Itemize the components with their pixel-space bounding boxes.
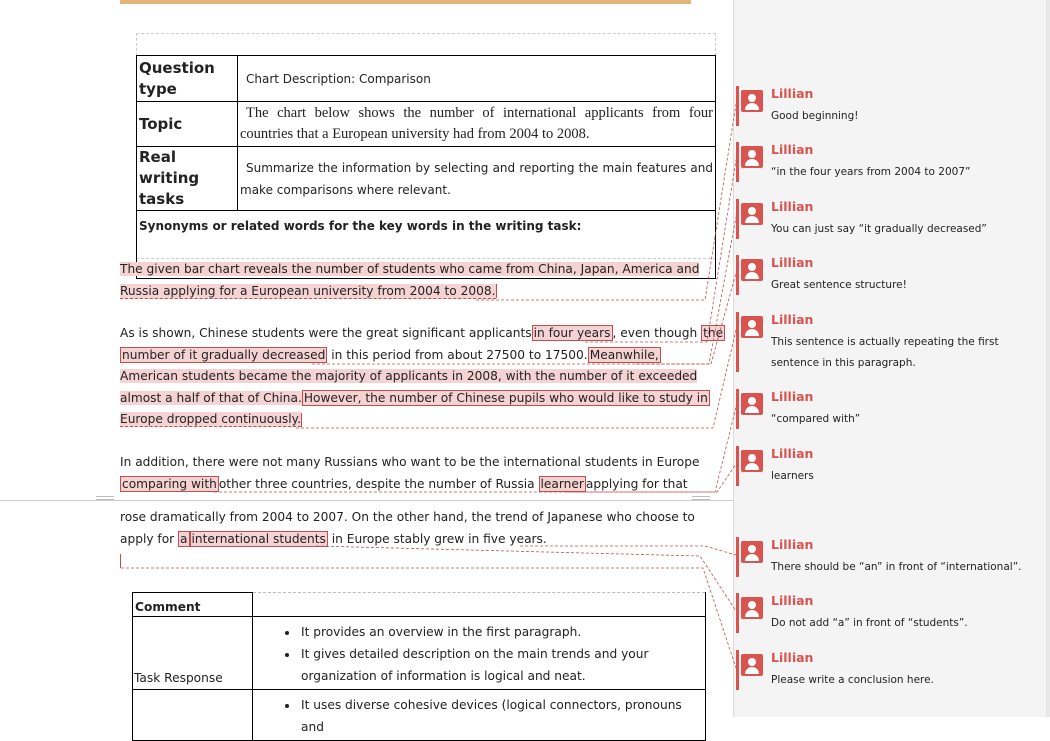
comment-text: Do not add “a” in front of “students”. bbox=[771, 617, 968, 629]
user-avatar-icon bbox=[741, 203, 763, 225]
comment-author: Lillian bbox=[771, 86, 814, 101]
essay-text: applying for that bbox=[585, 476, 688, 491]
highlight-learner[interactable]: learner bbox=[540, 476, 584, 491]
comment-text: “compared with” bbox=[771, 413, 861, 425]
comment-accent-bar bbox=[736, 389, 739, 429]
comment-text: Please write a conclusion here. bbox=[771, 674, 934, 686]
question-type-label: Question type bbox=[137, 56, 238, 102]
comment-author: Lillian bbox=[771, 650, 814, 665]
highlight-in-four-years[interactable]: in four years bbox=[533, 326, 611, 340]
question-type-value[interactable]: Chart Description: Comparison bbox=[238, 56, 716, 102]
comment-accent-bar bbox=[736, 86, 739, 126]
comment-author: Lillian bbox=[771, 446, 814, 461]
comment-author: Lillian bbox=[771, 312, 814, 327]
essay-paragraph-3[interactable] bbox=[120, 452, 700, 495]
user-avatar-icon bbox=[741, 146, 763, 168]
table-row bbox=[133, 690, 706, 741]
comment-anchor bbox=[496, 284, 497, 298]
comment-table bbox=[132, 592, 706, 741]
table-row bbox=[133, 593, 706, 617]
comment-text: This sentence is actually repeating the first sentence in this paragraph. bbox=[771, 336, 999, 369]
highlight-repeating-sentence-cont[interactable]: Europe dropped continuously. bbox=[120, 412, 302, 426]
comment-accent-bar bbox=[736, 255, 739, 295]
user-avatar-icon bbox=[741, 316, 763, 338]
essay-paragraph-2[interactable] bbox=[120, 323, 724, 431]
comment-text: You can just say “it gradually decreased” bbox=[771, 223, 987, 235]
essay-text: in Europe stably grew in five years. bbox=[327, 531, 547, 546]
essay-text: rose dramatically from 2004 to 2007. On the other hand, the trend of Japanese who choose to bbox=[120, 510, 695, 524]
conclusion-anchor bbox=[120, 554, 121, 568]
comment-text: Great sentence structure! bbox=[771, 279, 907, 291]
comment-text: “in the four years from 2004 to 2007” bbox=[771, 166, 971, 178]
comment-text: There should be “an” in front of “international”. bbox=[771, 561, 1022, 573]
writing-tasks-value[interactable]: Summarize the information by selecting and reporting the main features and make comparisons where relevant. bbox=[238, 147, 716, 211]
essay-text: In addition, there were not many Russians who want to be the international students in Europe bbox=[120, 455, 700, 469]
user-avatar-icon bbox=[741, 393, 763, 415]
page-break-marker-right bbox=[692, 496, 710, 500]
highlight-sentence-structure-cont[interactable]: American students became the majority of applicants in 2008, with the number of it exceeded bbox=[120, 369, 698, 383]
task-response-label: Task Response bbox=[133, 617, 253, 690]
page-break-marker-left bbox=[96, 496, 114, 500]
user-avatar-icon bbox=[741, 654, 763, 676]
user-avatar-icon bbox=[741, 541, 763, 563]
comment-accent-bar bbox=[736, 312, 739, 372]
coherence-content[interactable] bbox=[253, 690, 706, 741]
comment-author: Lillian bbox=[771, 255, 814, 270]
user-avatar-icon bbox=[741, 450, 763, 472]
comment-accent-bar bbox=[736, 593, 739, 633]
highlight-international-students[interactable]: international students bbox=[191, 531, 326, 546]
highlight-comparing-with[interactable]: comparing with bbox=[122, 476, 217, 491]
comment-text: learners bbox=[771, 470, 814, 482]
comment-accent-bar bbox=[736, 650, 739, 690]
topic-value[interactable]: The chart below shows the number of international applicants from four countries that a European university had from 2004 to 2008. bbox=[238, 102, 716, 147]
highlight-gradually-decreased-cont[interactable]: number of it gradually decreased bbox=[122, 347, 326, 362]
highlight-repeating-sentence[interactable]: However, the number of Chinese pupils who would like to study in bbox=[303, 390, 708, 405]
highlight-sentence-structure-end[interactable]: almost a half of that of China. bbox=[120, 390, 302, 405]
table-row bbox=[137, 147, 716, 211]
coherence-label bbox=[133, 690, 253, 741]
comment-header-empty bbox=[253, 593, 706, 617]
highlight-good-beginning[interactable]: The given bar chart reveals the number of students who came from China, Japan, America and bbox=[120, 262, 700, 276]
comment-accent-bar bbox=[736, 142, 739, 182]
essay-text: other three countries, despite the number of Russia bbox=[218, 476, 535, 491]
essay-text: apply for bbox=[120, 531, 175, 546]
comment-author: Lillian bbox=[771, 593, 814, 608]
user-avatar-icon bbox=[741, 259, 763, 281]
topic-label: Topic bbox=[137, 102, 238, 147]
highlight-gradually-decreased[interactable]: the bbox=[703, 326, 724, 340]
comment-accent-bar bbox=[736, 446, 739, 486]
essay-paragraph-1[interactable] bbox=[120, 259, 700, 302]
comment-author: Lillian bbox=[771, 199, 814, 214]
list-item: • It provides an overview in the first paragraph. bbox=[299, 621, 705, 643]
user-avatar-icon bbox=[741, 90, 763, 112]
table-row bbox=[137, 102, 716, 147]
table-row bbox=[137, 56, 716, 102]
highlight-good-beginning-cont[interactable]: Russia applying for a European university from 2004 to 2008. bbox=[120, 283, 496, 298]
task-response-content[interactable] bbox=[253, 617, 706, 690]
essay-text: in this period from about 27500 to 17500. bbox=[327, 347, 588, 362]
user-avatar-icon bbox=[741, 597, 763, 619]
list-item: • It uses diverse cohesive devices (logical connectors, pronouns and bbox=[299, 694, 705, 738]
comment-accent-bar bbox=[736, 537, 739, 577]
question-table bbox=[136, 55, 716, 279]
comment-author: Lillian bbox=[771, 537, 814, 552]
comment-anchor bbox=[301, 413, 302, 427]
page-header-bar bbox=[120, 0, 691, 4]
essay-text: As is shown, Chinese students were the great significant applicants bbox=[120, 326, 532, 340]
synonyms-label[interactable]: Synonyms or related words for the key words in the writing task: bbox=[137, 211, 716, 279]
panel-scrollbar[interactable] bbox=[1046, 0, 1050, 717]
table-row bbox=[133, 617, 706, 690]
writing-tasks-label: Real writing tasks bbox=[137, 147, 238, 211]
highlight-article-an[interactable]: a bbox=[180, 531, 188, 546]
comment-text: Good beginning! bbox=[771, 110, 859, 122]
comment-author: Lillian bbox=[771, 142, 814, 157]
list-item: • It gives detailed description on the main trends and your organization of information is logical and neat. bbox=[299, 643, 705, 687]
comment-header: Comment bbox=[133, 593, 253, 617]
essay-paragraph-3-cont[interactable] bbox=[120, 507, 700, 572]
comment-author: Lillian bbox=[771, 389, 814, 404]
comment-accent-bar bbox=[736, 199, 739, 239]
essay-text: , even though bbox=[612, 326, 698, 340]
highlight-sentence-structure[interactable]: Meanwhile, bbox=[589, 347, 659, 362]
